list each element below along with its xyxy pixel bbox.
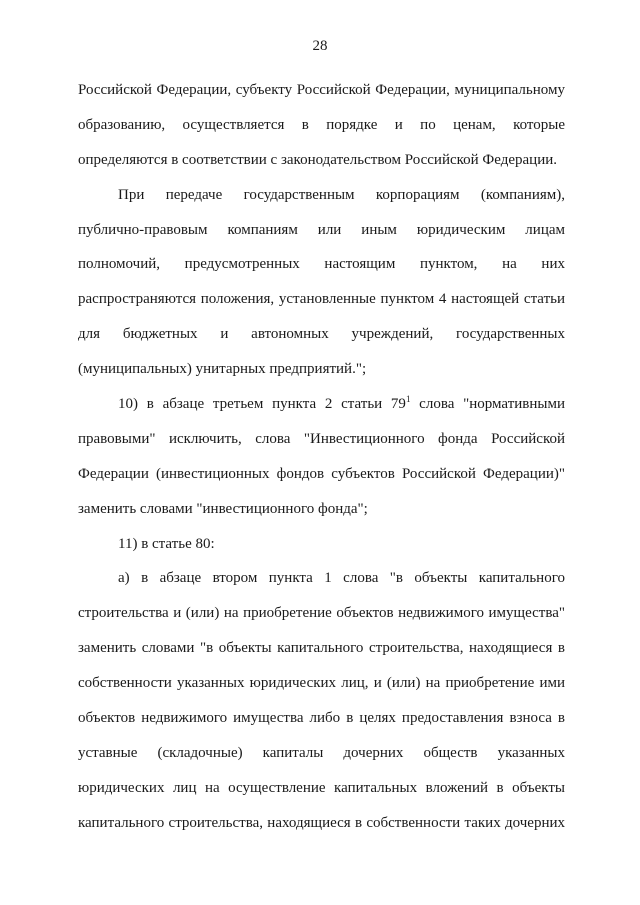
text-line: образованию, осуществляется в порядке и по ценам, которые: [78, 116, 565, 133]
text-line: полномочий, предусмотренных настоящим пунктом, на них: [78, 256, 565, 273]
superscript: 1: [405, 394, 411, 405]
text-line: публично-правовым компаниям или иным юридическим лицам: [78, 221, 565, 238]
text-line: распространяются положения, установленные пунктом 4 настоящей статьи: [78, 291, 565, 308]
document-body: [78, 73, 565, 841]
text-line: правовыми" исключить, слова "Инвестиционного фонда Российской: [78, 430, 565, 447]
text-segment: 10) в абзаце третьем пункта 2 статьи 79: [118, 396, 406, 413]
text-line: объектов недвижимого имущества либо в целях предоставления взноса в: [78, 710, 565, 727]
text-line: строительства и (или) на приобретение объектов недвижимого имущества": [78, 605, 565, 622]
page-number: 28: [312, 38, 328, 54]
text-line: [78, 387, 565, 422]
text-line: Российской Федерации, субъекту Российской Федерации, муниципальному: [78, 82, 565, 98]
text-segment: слова "нормативными: [410, 396, 565, 413]
text-line: для бюджетных и автономных учреждений, государственных: [78, 326, 565, 343]
text-line: юридических лиц на осуществление капитальных вложений в объекты: [78, 779, 565, 796]
text-line: При передаче государственным корпорациям (компаниям),: [118, 186, 565, 203]
text-line: (муниципальных) унитарных предприятий.";: [78, 361, 367, 378]
text-line: Федерации (инвестиционных фондов субъектов Российской Федерации)": [78, 465, 565, 482]
text-line: 11) в статье 80:: [118, 535, 215, 552]
text-line: заменить словами "инвестиционного фонда";: [78, 500, 368, 517]
text-line: а) в абзаце втором пункта 1 слова "в объекты капитального: [118, 570, 565, 587]
text-line: собственности указанных юридических лиц, и (или) на приобретение ими: [78, 675, 565, 692]
text-line: уставные (складочные) капиталы дочерних обществ указанных: [78, 744, 565, 761]
text-line: заменить словами "в объекты капитального строительства, находящиеся в: [78, 640, 565, 657]
text-line: капитального строительства, находящиеся в собственности таких дочерних: [78, 814, 565, 831]
text-line: определяются в соответствии с законодательством Российской Федерации.: [78, 151, 558, 168]
